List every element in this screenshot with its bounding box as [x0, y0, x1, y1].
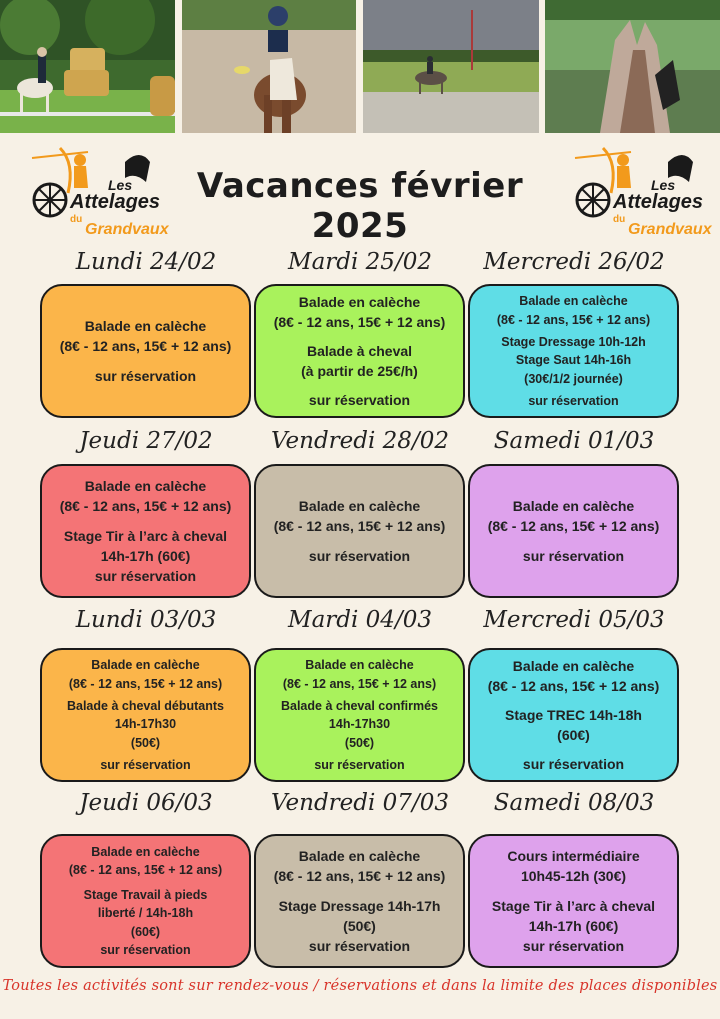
card-line: (8€ - 12 ans, 15€ + 12 ans)	[59, 498, 232, 514]
logo-right-line2: Attelages	[613, 191, 704, 213]
card-line: Balade à cheval confirmés	[280, 698, 439, 713]
card-line: (8€ - 12 ans, 15€ + 12 ans)	[68, 676, 223, 691]
day-label: Jeudi 06/03	[79, 790, 213, 816]
card-line: Balade en calèche	[298, 294, 421, 310]
day-label: Jeudi 27/02	[79, 428, 213, 454]
card-line: sur réservation	[94, 568, 197, 584]
logo-left-line1: Les	[108, 177, 133, 193]
card-line: sur réservation	[308, 392, 411, 408]
card-line: Balade en calèche	[84, 318, 207, 334]
photo-strip	[0, 0, 720, 133]
card-line: Stage Tir à l’arc à cheval	[491, 898, 656, 914]
photo-rider-haybales	[0, 0, 175, 133]
card-line: sur réservation	[522, 756, 625, 772]
card-line: Stage Dressage 10h-12h	[501, 334, 646, 349]
card-line: 14h-17h30	[328, 717, 391, 731]
card-line: Balade en calèche	[298, 498, 421, 514]
card-line: Balade en calèche	[91, 844, 200, 859]
card-line: sur réservation	[314, 757, 405, 772]
card-line: Stage Travail à pieds	[83, 887, 208, 902]
card-line: (8€ - 12 ans, 15€ + 12 ans)	[487, 678, 660, 694]
card-line: (8€ - 12 ans, 15€ + 12 ans)	[282, 676, 437, 691]
day-label: Samedi 08/03	[493, 790, 655, 816]
card-line: Balade en calèche	[512, 498, 635, 514]
card-line: Stage Saut 14h-16h	[515, 353, 632, 367]
logo-right-line4: Grandvaux	[628, 221, 712, 238]
card-line: Stage TREC 14h-18h	[505, 707, 642, 723]
card-line: (50€)	[130, 735, 161, 750]
card-line: (50€)	[343, 918, 376, 934]
card-line: Balade à cheval débutants	[66, 698, 224, 713]
day-card	[254, 834, 465, 968]
card-line: Stage Dressage 14h-17h	[278, 898, 441, 914]
page-title: Vacances février 2025	[196, 166, 524, 246]
card-line: (8€ - 12 ans, 15€ + 12 ans)	[273, 868, 446, 884]
card-line: (8€ - 12 ans, 15€ + 12 ans)	[273, 314, 446, 330]
logo-left-line4: Grandvaux	[85, 221, 169, 238]
card-line: sur réservation	[522, 938, 625, 954]
logo-right-line3: du	[613, 214, 626, 225]
photo-horse-ears-lake	[545, 0, 720, 133]
card-line: 14h-17h (60€)	[528, 918, 619, 934]
card-line: (8€ - 12 ans, 15€ + 12 ans)	[68, 863, 223, 877]
day-label: Mercredi 26/02	[483, 249, 665, 275]
day-card	[40, 648, 251, 782]
day-label: Mardi 04/03	[288, 607, 432, 633]
day-label: Vendredi 28/02	[271, 428, 449, 454]
card-line: (à partir de 25€/h)	[301, 363, 418, 379]
day-label: Lundi 24/02	[75, 249, 217, 275]
card-line: Cours intermédiaire	[507, 848, 640, 864]
day-label: Mercredi 05/03	[483, 607, 665, 633]
day-label: Vendredi 07/03	[271, 790, 449, 816]
card-line: sur réservation	[528, 393, 619, 408]
logo-left	[30, 138, 170, 238]
card-line: sur réservation	[522, 548, 625, 564]
logo-left-line2: Attelages	[70, 191, 161, 213]
card-line: (60€)	[130, 924, 161, 939]
day-card	[254, 464, 465, 598]
day-label: Samedi 01/03	[493, 428, 655, 454]
card-line: Balade en calèche	[91, 658, 200, 672]
card-line: Balade en calèche	[512, 658, 635, 674]
day-card	[468, 648, 679, 782]
day-card	[468, 464, 679, 598]
day-label: Mardi 25/02	[288, 249, 432, 275]
photo-child-pony	[182, 0, 356, 133]
card-line: 14h-17h30	[114, 717, 177, 731]
logo-right-line1: Les	[651, 177, 676, 193]
card-line: Balade à cheval	[306, 343, 413, 359]
day-card	[254, 284, 465, 418]
day-label: Lundi 03/03	[75, 607, 217, 633]
day-card	[468, 834, 679, 968]
photo-rider-arena	[363, 0, 539, 133]
card-line: (8€ - 12 ans, 15€ + 12 ans)	[273, 518, 446, 534]
card-line: Balade en calèche	[84, 478, 207, 494]
card-line: (60€)	[557, 727, 590, 743]
card-line: 14h-17h (60€)	[100, 548, 191, 564]
day-card	[40, 464, 251, 598]
card-line: sur réservation	[308, 548, 411, 564]
card-line: sur réservation	[94, 368, 197, 384]
card-line: sur réservation	[100, 943, 191, 957]
card-line: 10h45-12h (30€)	[520, 868, 627, 884]
day-card	[254, 648, 465, 782]
card-line: (8€ - 12 ans, 15€ + 12 ans)	[59, 338, 232, 354]
card-line: Balade en calèche	[305, 658, 414, 672]
card-line: (8€ - 12 ans, 15€ + 12 ans)	[496, 312, 651, 327]
card-line: liberté / 14h-18h	[97, 906, 194, 920]
card-line: (50€)	[344, 735, 375, 750]
logo-right	[573, 138, 713, 238]
card-line: (30€/1/2 journée)	[524, 371, 623, 386]
day-card	[40, 284, 251, 418]
day-card	[40, 834, 251, 968]
card-line: sur réservation	[100, 757, 191, 772]
card-line: Stage Tir à l’arc à cheval	[63, 528, 228, 544]
card-line: (8€ - 12 ans, 15€ + 12 ans)	[487, 518, 660, 534]
card-line: Balade en calèche	[298, 848, 421, 864]
logo-left-line3: du	[70, 214, 83, 225]
day-card	[468, 284, 679, 418]
card-line: Balade en calèche	[519, 294, 628, 308]
card-line: sur réservation	[308, 938, 411, 954]
footer-note: Toutes les activités sont sur rendez-vous / réservations et dans la limite des places disponibles	[2, 978, 718, 994]
